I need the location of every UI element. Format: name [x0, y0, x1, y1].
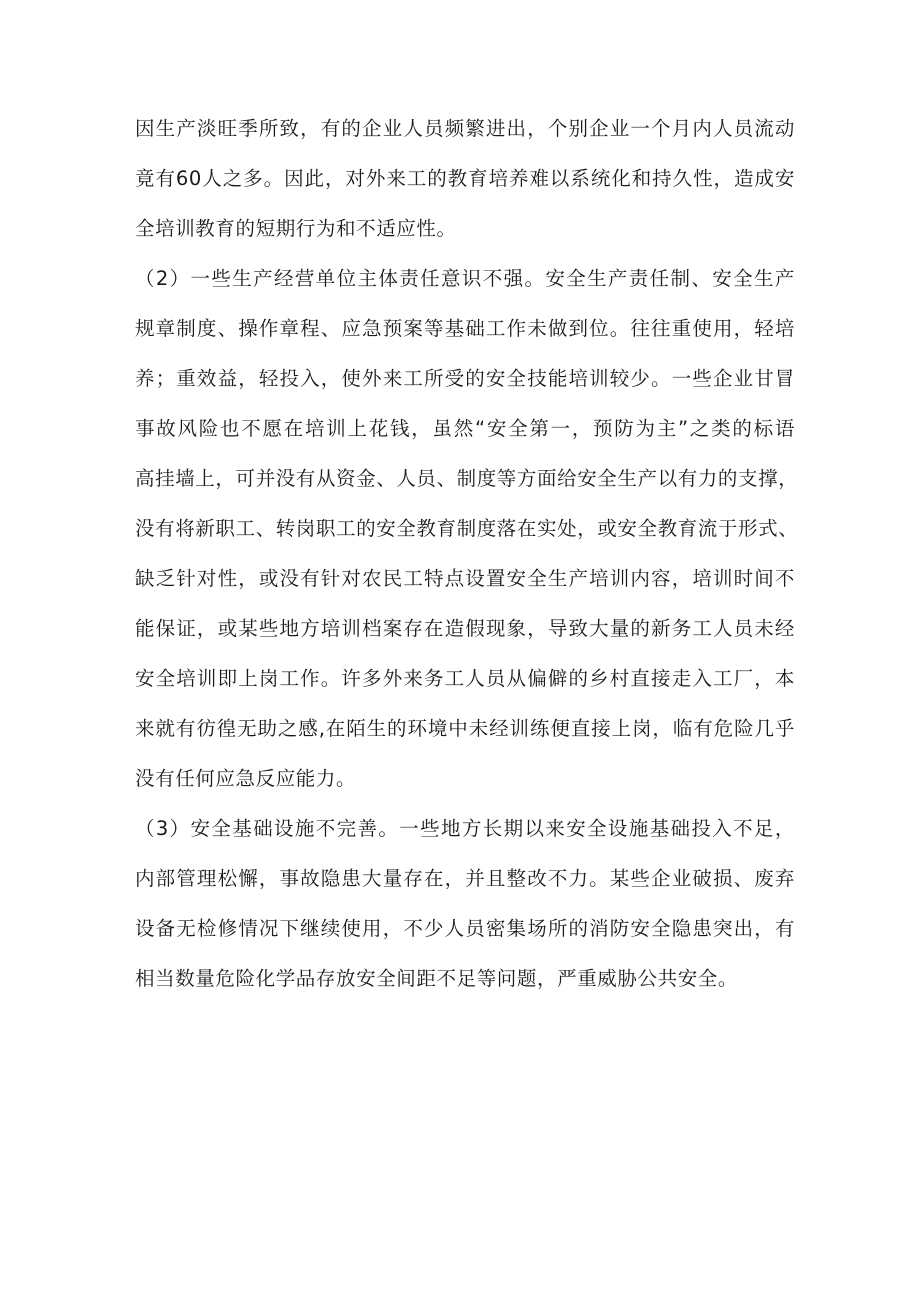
paragraph-line: （2）一些生产经营单位主体责任意识不强。安全生产责任制、安全生产 — [135, 267, 795, 290]
paragraph-line: 全培训教育的短期行为和不适应性。 — [135, 217, 457, 240]
paragraph-line: 事故风险也不愿在培训上花钱，虽然“安全第一，预防为主”之类的标语 — [135, 417, 795, 440]
paragraph-line: 竟有60人之多。因此，对外来工的教育培养难以系统化和持久性，造成安 — [135, 167, 795, 190]
paragraph-line: 安全培训即上岗工作。许多外来务工人员从偏僻的乡村直接走入工厂，本 — [135, 667, 795, 690]
paragraph-line: 内部管理松懈，事故隐患大量存在，并且整改不力。某些企业破损、废弃 — [135, 867, 795, 890]
paragraph-line: 养；重效益，轻投入，使外来工所受的安全技能培训较少。一些企业甘冒 — [135, 367, 795, 390]
paragraph-line: 设备无检修情况下继续使用，不少人员密集场所的消防安全隐患突出，有 — [135, 917, 795, 940]
paragraph-line: 没有任何应急反应能力。 — [135, 767, 357, 790]
paragraph-line: 高挂墙上，可并没有从资金、人员、制度等方面给安全生产以有力的支撑， — [135, 467, 799, 490]
paragraph-line: 缺乏针对性，或没有针对农民工特点设置安全生产培训内容，培训时间不 — [135, 567, 795, 590]
paragraph-line: 规章制度、操作章程、应急预案等基础工作未做到位。往往重使用，轻培 — [135, 317, 795, 340]
paragraph-line: 来就有彷徨无助之感,在陌生的环境中未经训练便直接上岗，临有危险几乎 — [135, 717, 795, 740]
paragraph-line: 能保证，或某些地方培训档案存在造假现象，导致大量的新务工人员未经 — [135, 617, 795, 640]
paragraph-line: 相当数量危险化学品存放安全间距不足等问题，严重威胁公共安全。 — [135, 967, 739, 990]
paragraph-line: （3）安全基础设施不完善。一些地方长期以来安全设施基础投入不足， — [135, 817, 795, 840]
paragraph-line: 因生产淡旺季所致，有的企业人员频繁进出，个别企业一个月内人员流动 — [135, 117, 795, 140]
paragraph-line: 没有将新职工、转岗职工的安全教育制度落在实处，或安全教育流于形式、 — [135, 517, 799, 540]
